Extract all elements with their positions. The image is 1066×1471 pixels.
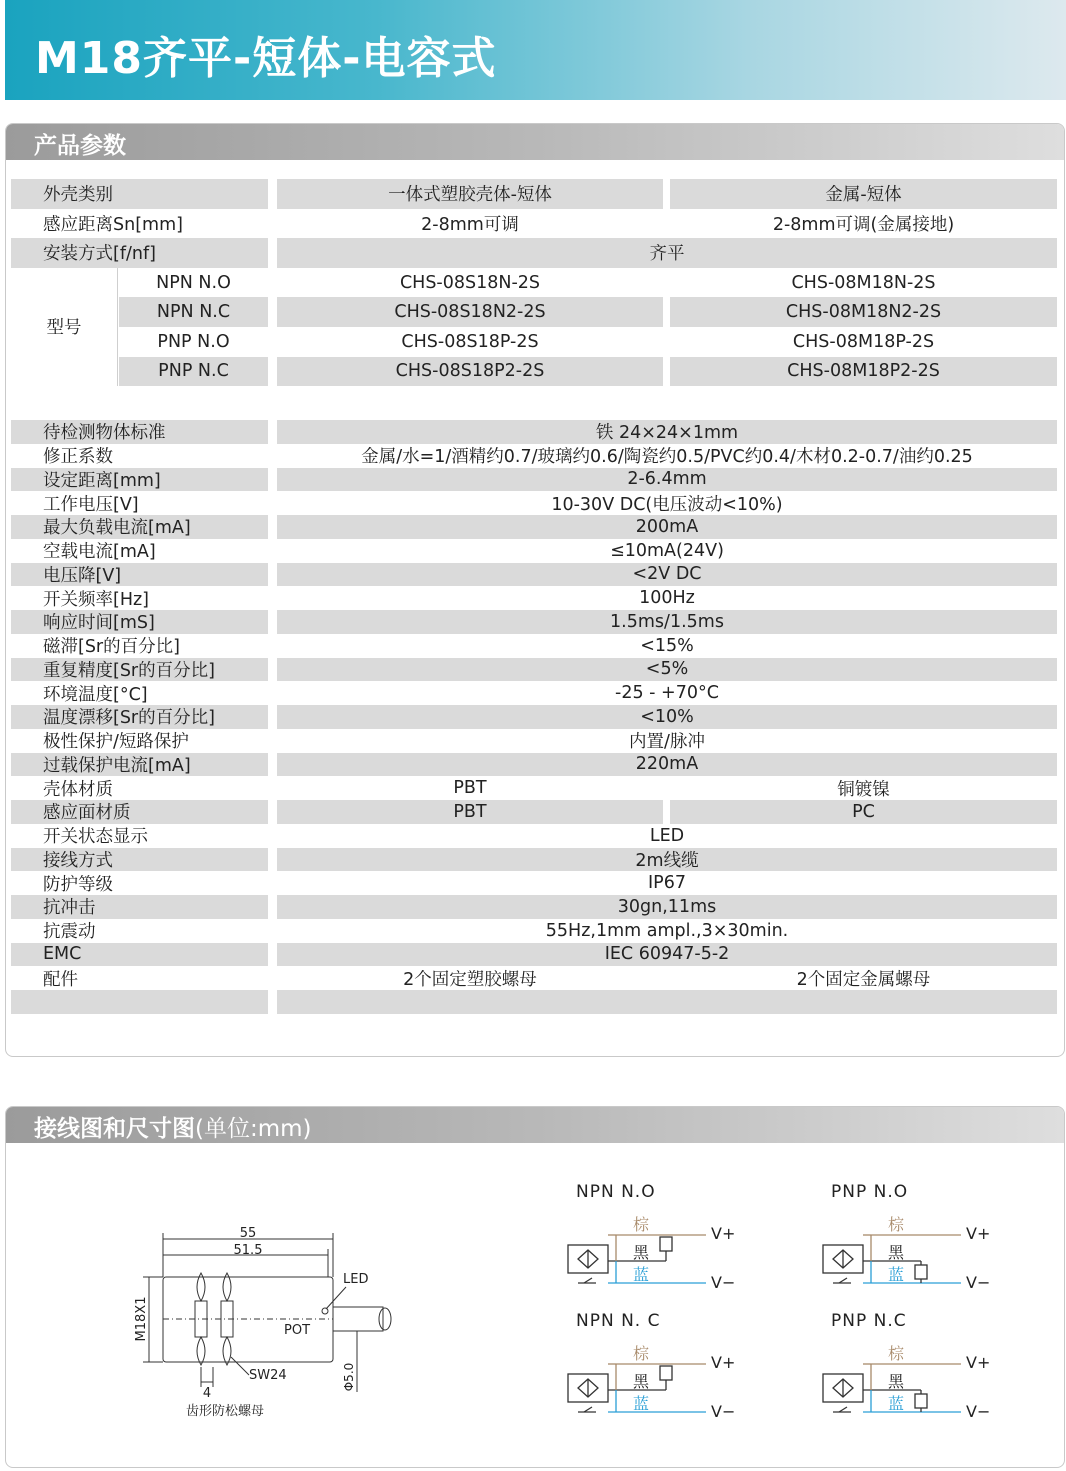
- spec-value: 2-8mm可调(金属接地): [670, 209, 1057, 239]
- spec-label: 抗冲击: [11, 895, 268, 919]
- wiring-heading: [34, 1110, 312, 1143]
- spec-value: 100Hz: [277, 586, 1057, 610]
- spec-label: 外壳类别: [11, 179, 268, 209]
- dim-pot-label: POT: [284, 1323, 311, 1338]
- spec-label: 待检测物体标准: [11, 420, 268, 444]
- spec-value: -25 - +70°C: [277, 681, 1057, 705]
- wiring-diagram: [556, 1308, 756, 1433]
- spec-label: 感应距离Sn[mm]: [11, 209, 268, 239]
- params-heading: 产品参数: [34, 133, 126, 159]
- vminus-label: V−: [711, 1402, 736, 1421]
- spec-value: 200mA: [277, 515, 1057, 539]
- spec-value: 金属/水=1/酒精约0.7/玻璃约0.6/陶瓷约0.5/PVC约0.4/木材0.2-0.7/油约0.25: [277, 444, 1057, 468]
- model-number: CHS-08M18P2-2S: [670, 357, 1057, 387]
- wire-brown-label: 棕: [633, 1344, 650, 1363]
- spec-label: 空载电流[mA]: [11, 539, 268, 563]
- dim-sw-label: SW24: [249, 1368, 287, 1383]
- wiring-heading-text: 接线图和尺寸图: [34, 1116, 195, 1142]
- vminus-label: V−: [966, 1402, 991, 1421]
- spec-value: 10-30V DC(电压波动<10%): [277, 491, 1057, 515]
- dim-thread: M18X1: [134, 1296, 149, 1342]
- spec-label: 安装方式[f/nf]: [11, 238, 268, 268]
- wire-brown-label: 棕: [888, 1215, 905, 1234]
- vminus-label: V−: [966, 1273, 991, 1292]
- diagram-title: PNP N.O: [831, 1182, 909, 1202]
- model-type-label: NPN N.C: [119, 297, 268, 327]
- spec-label: EMC: [11, 943, 268, 967]
- spec-label: 极性保护/短路保护: [11, 729, 268, 753]
- spec-value: 2-6.4mm: [277, 468, 1057, 492]
- wiring-diagram: [556, 1179, 756, 1304]
- diagram-title: NPN N. C: [576, 1311, 661, 1331]
- spec-value: <15%: [277, 634, 1057, 658]
- spec-label: 防护等级: [11, 871, 268, 895]
- model-number: CHS-08S18N-2S: [277, 268, 663, 298]
- dim-nut-width: 4: [202, 1386, 212, 1401]
- spec-value: 30gn,11ms: [277, 895, 1057, 919]
- model-number: CHS-08S18N2-2S: [277, 297, 663, 327]
- vplus-label: V+: [711, 1224, 736, 1243]
- wiring-heading-unit: (单位:mm): [195, 1116, 312, 1142]
- spec-value: 1.5ms/1.5ms: [277, 610, 1057, 634]
- spec-label: 开关状态显示: [11, 824, 268, 848]
- page-title: M18齐平-短体-电容式: [35, 33, 497, 84]
- spec-label: 开关频率[Hz]: [11, 586, 268, 610]
- table-footer-row: [11, 990, 268, 1014]
- spec-value: 一体式塑胶壳体-短体: [277, 179, 663, 209]
- spec-label: 环境温度[°C]: [11, 681, 268, 705]
- model-number: CHS-08S18P2-2S: [277, 357, 663, 387]
- spec-label: 壳体材质: [11, 776, 268, 800]
- spec-value: 2个固定塑胶螺母: [277, 966, 663, 990]
- spec-label: 重复精度[Sr的百分比]: [11, 658, 268, 682]
- model-type-label: PNP N.C: [119, 357, 268, 387]
- spec-label: 过载保护电流[mA]: [11, 753, 268, 777]
- spec-label: 修正系数: [11, 444, 268, 468]
- spec-value: 2m线缆: [277, 848, 1057, 872]
- spec-label: 电压降[V]: [11, 563, 268, 587]
- wiring-header: [6, 1107, 1064, 1143]
- vplus-label: V+: [966, 1353, 991, 1372]
- wiring-diagram: [811, 1179, 1011, 1304]
- model-type-label: NPN N.O: [119, 268, 268, 298]
- model-label: 型号: [11, 268, 118, 386]
- wire-black-label: 黑: [888, 1243, 905, 1262]
- diagram-title: PNP N.C: [831, 1311, 907, 1331]
- wire-blue-label: 蓝: [633, 1394, 650, 1413]
- dim-cable-label: Φ5.0: [342, 1362, 356, 1392]
- dim-body-length: 51.5: [233, 1243, 263, 1258]
- spec-value: LED: [277, 824, 1057, 848]
- spec-value: 55Hz,1mm ampl.,3×30min.: [277, 919, 1057, 943]
- wire-black-label: 黑: [633, 1243, 650, 1262]
- model-number: CHS-08M18P-2S: [670, 327, 1057, 357]
- spec-value: PC: [670, 800, 1057, 824]
- spec-value: 2-8mm可调: [277, 209, 663, 239]
- dim-led-label: LED: [343, 1272, 369, 1287]
- spec-value: 2个固定金属螺母: [670, 966, 1057, 990]
- vplus-label: V+: [966, 1224, 991, 1243]
- spec-value: ≤10mA(24V): [277, 539, 1057, 563]
- spec-value: PBT: [277, 776, 663, 800]
- spec-value: 铁 24×24×1mm: [277, 420, 1057, 444]
- spec-label: 配件: [11, 966, 268, 990]
- wiring-diagram: [811, 1308, 1011, 1433]
- dim-nut-label: 齿形防松螺母: [185, 1404, 265, 1419]
- wire-brown-label: 棕: [633, 1215, 650, 1234]
- spec-value: PBT: [277, 800, 663, 824]
- wiring-panel: [5, 1106, 1065, 1468]
- spec-label: 最大负载电流[mA]: [11, 515, 268, 539]
- spec-label: 工作电压[V]: [11, 491, 268, 515]
- spec-value: IP67: [277, 871, 1057, 895]
- wire-brown-label: 棕: [888, 1344, 905, 1363]
- wire-blue-label: 蓝: [888, 1265, 905, 1284]
- spec-value: 220mA: [277, 753, 1057, 777]
- model-type-label: PNP N.O: [119, 327, 268, 357]
- params-panel: [5, 123, 1065, 1057]
- spec-label: 感应面材质: [11, 800, 268, 824]
- spec-value: 齐平: [277, 238, 1057, 268]
- params-table: [6, 124, 1064, 1056]
- dimension-drawing: [121, 1217, 411, 1422]
- spec-label: 温度漂移[Sr的百分比]: [11, 705, 268, 729]
- diagram-title: NPN N.O: [576, 1182, 656, 1202]
- wire-blue-label: 蓝: [633, 1265, 650, 1284]
- spec-label: 响应时间[mS]: [11, 610, 268, 634]
- spec-value: <2V DC: [277, 563, 1057, 587]
- dim-total-length: 55: [239, 1226, 257, 1241]
- spec-value: 铜镀镍: [670, 776, 1057, 800]
- wire-black-label: 黑: [633, 1372, 650, 1391]
- spec-label: 磁滞[Sr的百分比]: [11, 634, 268, 658]
- spec-label: 抗震动: [11, 919, 268, 943]
- spec-value: 金属-短体: [670, 179, 1057, 209]
- model-number: CHS-08M18N-2S: [670, 268, 1057, 298]
- model-number: CHS-08M18N2-2S: [670, 297, 1057, 327]
- model-number: CHS-08S18P-2S: [277, 327, 663, 357]
- spec-value: <10%: [277, 705, 1057, 729]
- title-banner: [5, 0, 1066, 100]
- spec-value: 内置/脉冲: [277, 729, 1057, 753]
- spec-label: 设定距离[mm]: [11, 468, 268, 492]
- spec-value: <5%: [277, 658, 1057, 682]
- wire-black-label: 黑: [888, 1372, 905, 1391]
- wire-blue-label: 蓝: [888, 1394, 905, 1413]
- spec-value: IEC 60947-5-2: [277, 943, 1057, 967]
- vminus-label: V−: [711, 1273, 736, 1292]
- table-footer-row: [277, 990, 1057, 1014]
- spec-label: 接线方式: [11, 848, 268, 872]
- vplus-label: V+: [711, 1353, 736, 1372]
